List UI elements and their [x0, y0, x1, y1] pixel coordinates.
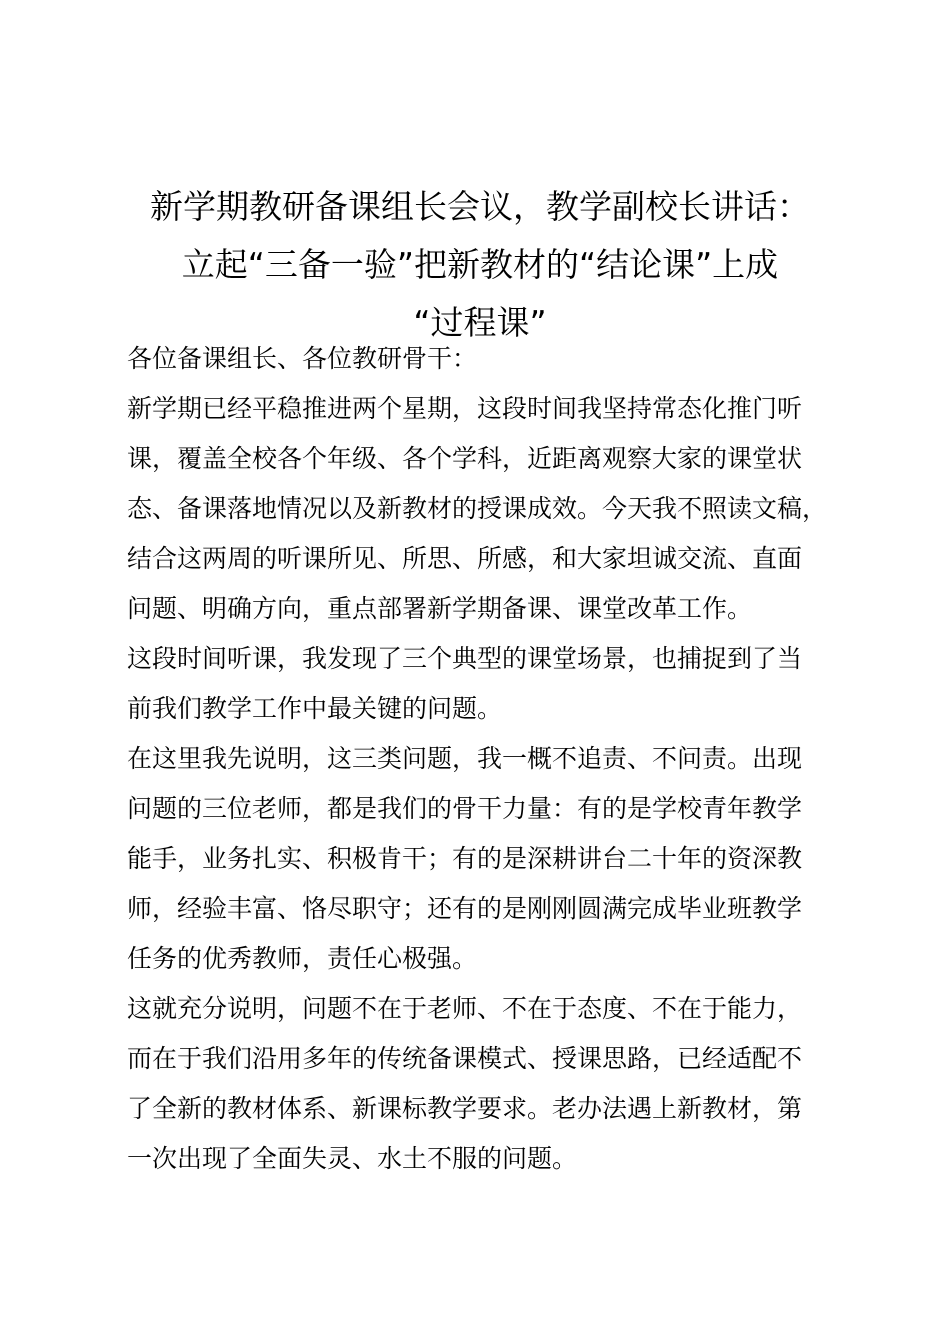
text-line: 能手，业务扎实、积极肯干；有的是深耕讲台二十年的资深教 — [127, 844, 803, 873]
paragraph-salutation — [127, 334, 857, 384]
text-line: 各位备课组长、各位教研骨干： — [127, 344, 478, 373]
text-line: 前我们教学工作中最关键的问题。 — [127, 694, 503, 723]
text-line: 课，覆盖全校各个年级、各个学科，近距离观察大家的课堂状 — [127, 444, 803, 473]
text-line: 问题的三位老师，都是我们的骨干力量：有的是学校青年教学 — [127, 794, 803, 823]
document-body — [127, 334, 857, 1184]
document-title — [110, 178, 850, 352]
paragraph — [127, 634, 857, 734]
text-line: 一次出现了全面失灵、水土不服的问题。 — [127, 1144, 578, 1173]
title-line: 新学期教研备课组长会议，教学副校长讲话： — [150, 187, 810, 226]
paragraph — [127, 734, 857, 984]
paragraph — [127, 984, 857, 1184]
paragraph — [127, 384, 857, 634]
title-line: “过程课” — [413, 303, 547, 342]
text-line: 问题、明确方向，重点部署新学期备课、课堂改革工作。 — [127, 594, 753, 623]
text-line: 这段时间听课，我发现了三个典型的课堂场景，也捕捉到了当 — [127, 644, 803, 673]
title-line: 立起“三备一验”把新教材的“结论课”上成 — [181, 245, 779, 284]
text-line: 态、备课落地情况以及新教材的授课成效。今天我不照读文稿， — [127, 494, 828, 523]
text-line: 任务的优秀教师，责任心极强。 — [127, 944, 478, 973]
text-line: 这就充分说明，问题不在于老师、不在于态度、不在于能力， — [127, 994, 803, 1023]
text-line: 师，经验丰富、恪尽职守；还有的是刚刚圆满完成毕业班教学 — [127, 894, 803, 923]
text-line: 新学期已经平稳推进两个星期，这段时间我坚持常态化推门听 — [127, 394, 803, 423]
text-line: 了全新的教材体系、新课标教学要求。老办法遇上新教材，第 — [127, 1094, 803, 1123]
text-line: 在这里我先说明，这三类问题，我一概不追责、不问责。出现 — [127, 744, 803, 773]
text-line: 而在于我们沿用多年的传统备课模式、授课思路，已经适配不 — [127, 1044, 803, 1073]
text-line: 结合这两周的听课所见、所思、所感，和大家坦诚交流、直面 — [127, 544, 803, 573]
